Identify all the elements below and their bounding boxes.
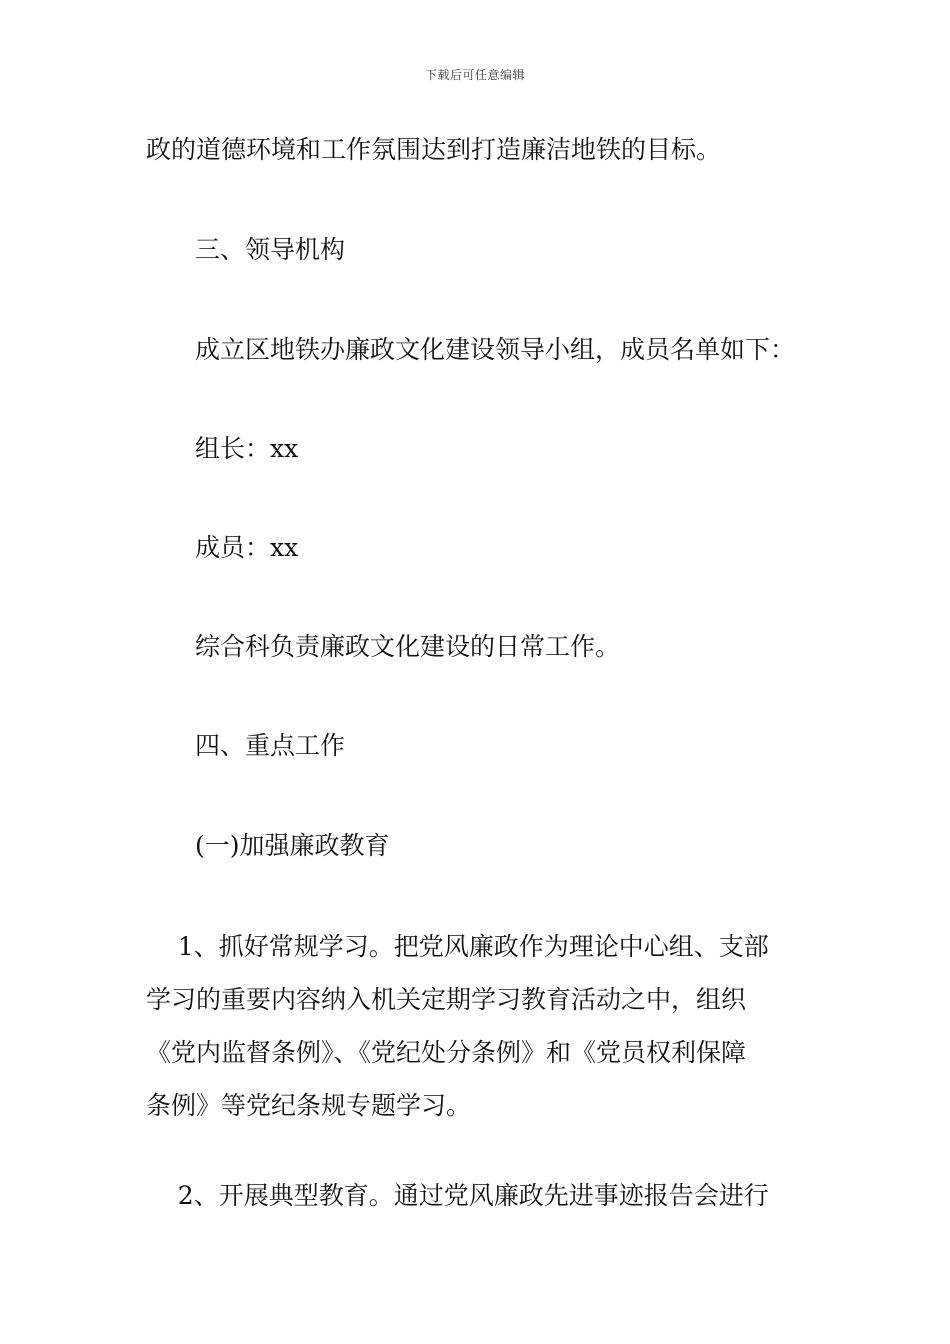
section-heading-3: 三、领导机构	[195, 235, 346, 264]
paragraph-item-2	[146, 1169, 810, 1222]
item-1-line-3: 《党内监督条例》、《党纪处分条例》和《党员权利保障	[146, 1038, 747, 1067]
paragraph-leading-group: 成立区地铁办廉政文化建设领导小组，成员名单如下：	[195, 335, 796, 364]
item-1-line-1: 1、抓好常规学习。把党风廉政作为理论中心组、支部	[146, 932, 769, 961]
item-1-line-4: 条例》等党纪条规专题学习。	[146, 1091, 472, 1120]
members-line: 成员：xx	[195, 533, 299, 562]
body-line-continuation: 政的道德环境和工作氛围达到打造廉洁地铁的目标。	[146, 135, 722, 164]
subsection-heading-1: (一)加强廉政教育	[195, 831, 390, 860]
page-header: 下载后可任意编辑	[424, 68, 525, 82]
duty-line: 综合科负责廉政文化建设的日常工作。	[195, 632, 621, 661]
paragraph-item-1	[146, 920, 810, 1132]
section-heading-4: 四、重点工作	[195, 731, 346, 760]
leader-line: 组长：xx	[195, 434, 299, 463]
item-1-line-2: 学习的重要内容纳入机关定期学习教育活动之中，组织	[146, 985, 747, 1014]
item-2-line-1: 2、开展典型教育。通过党风廉政先进事迹报告会进行	[146, 1181, 769, 1210]
